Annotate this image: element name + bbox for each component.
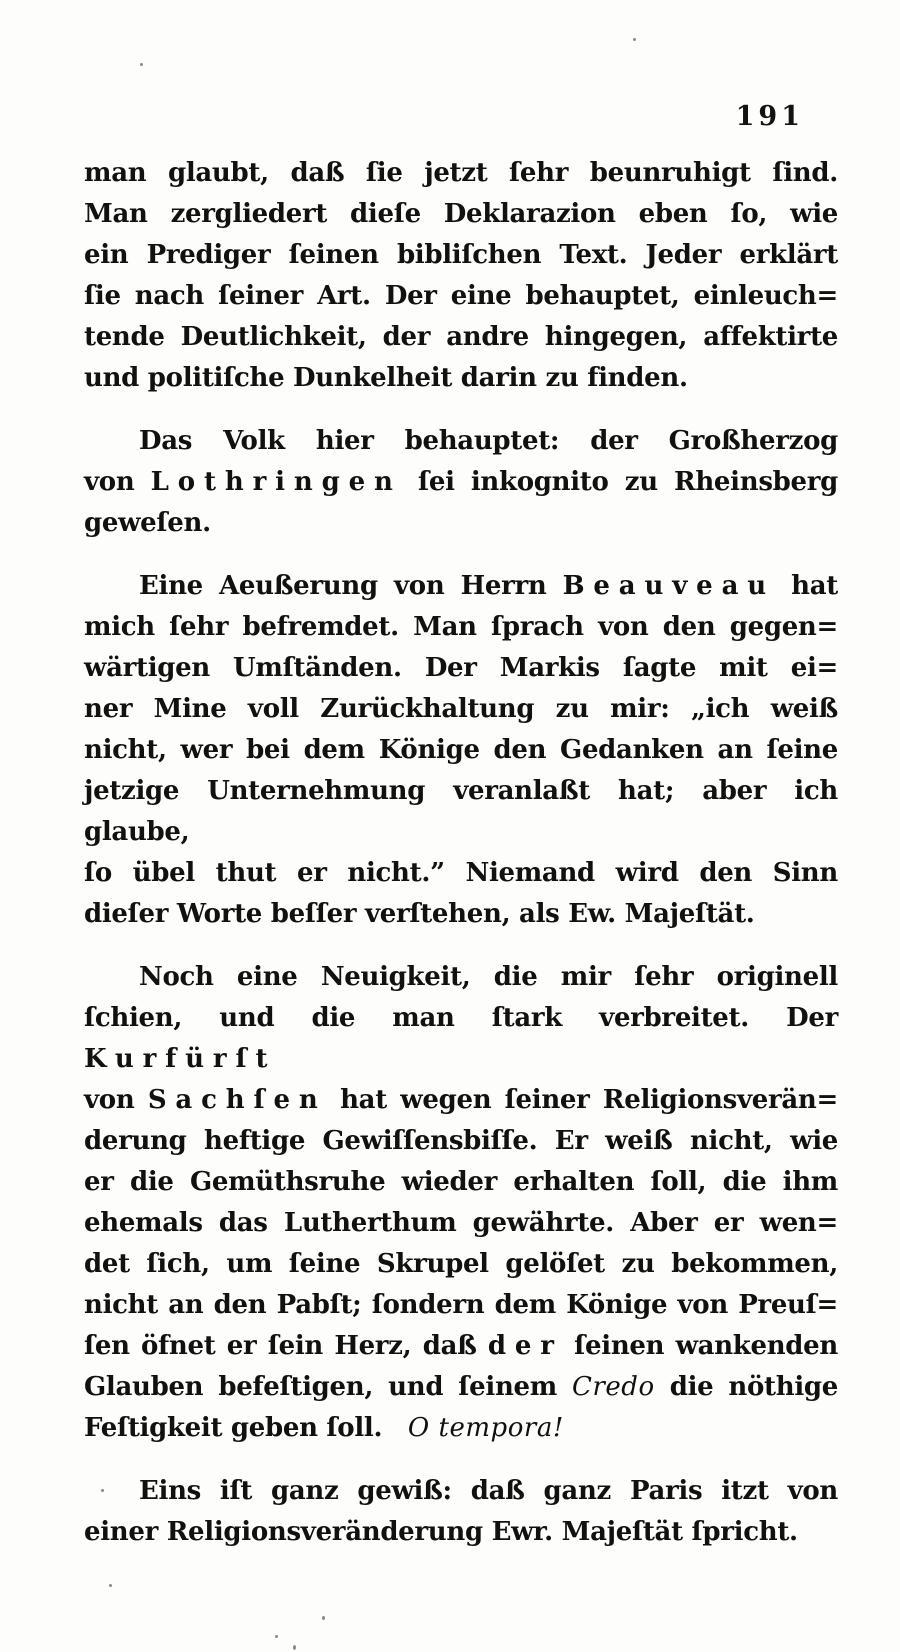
- scan-speck: [140, 63, 143, 66]
- text-segment: und politiſche Dunkelheit darin zu finden.: [84, 363, 688, 393]
- latin-italic-text: O tempora!: [407, 1413, 564, 1443]
- text-line: [84, 153, 838, 194]
- text-segment: Feſtigkeit geben ſoll.: [84, 1413, 408, 1443]
- text-line: [84, 771, 838, 853]
- text-line: [84, 730, 838, 771]
- text-segment: man glaubt, daß ſie jetzt ſehr beunruhigt ſind.: [84, 158, 838, 188]
- text-segment: ehemals das Lutherthum gewährte. Aber er wen=: [84, 1208, 838, 1238]
- text-line: [84, 421, 838, 462]
- text-segment: Eine Aeußerung von Herrn: [139, 571, 563, 601]
- page-number: 191: [735, 101, 804, 132]
- text-line: [84, 1080, 838, 1121]
- text-segment: ſen öfnet er ſein Herz, daß: [84, 1331, 488, 1361]
- spaced-emphasis-text: Beauveau: [562, 571, 775, 601]
- text-segment: ſie nach ſeiner Art. Der eine behauptet, einleuch=: [84, 281, 838, 311]
- text-line: [84, 358, 838, 399]
- text-segment: nicht, wer bei dem Könige den Gedanken an ſeine: [84, 735, 838, 765]
- scan-speck: [275, 1635, 278, 1638]
- text-segment: geweſen.: [84, 508, 211, 538]
- paragraph: [84, 153, 838, 399]
- text-segment: ner Mine voll Zurückhaltung zu mir: „ich weiß: [84, 694, 838, 724]
- text-segment: von: [84, 1085, 148, 1115]
- spaced-emphasis-text: der: [487, 1331, 563, 1361]
- text-line: [84, 1471, 838, 1512]
- paragraph: [84, 566, 838, 935]
- spaced-emphasis-text: Lothringen: [150, 467, 402, 497]
- spaced-emphasis-text: Kurfürſt: [84, 1044, 277, 1074]
- text-segment: hat wegen ſeiner Religionsverän=: [326, 1085, 838, 1115]
- text-segment: einer Religionsveränderung Ewr. Majeſtät ſpricht.: [84, 1517, 798, 1547]
- text-line: [84, 1244, 838, 1285]
- text-line: [84, 853, 838, 894]
- text-line: [84, 998, 838, 1080]
- text-line: [84, 689, 838, 730]
- text-line: [84, 503, 838, 544]
- paragraph: [84, 957, 838, 1449]
- paragraph: [84, 421, 838, 544]
- text-line: [84, 1512, 838, 1553]
- text-line: [84, 1121, 838, 1162]
- latin-italic-text: Credo: [572, 1372, 655, 1402]
- text-line: [84, 566, 838, 607]
- text-line: [84, 1285, 838, 1326]
- text-segment: Noch eine Neuigkeit, die mir ſehr originell: [139, 962, 838, 992]
- text-line: [84, 1408, 838, 1449]
- text-segment: von: [84, 467, 151, 497]
- text-segment: ſo übel thut er nicht.” Niemand wird den Sinn: [84, 858, 838, 888]
- text-segment: hat: [775, 571, 838, 601]
- spaced-emphasis-text: Sachſen: [147, 1085, 327, 1115]
- text-line: [84, 276, 838, 317]
- text-segment: mich ſehr befremdet. Man ſprach von den gegen=: [84, 612, 838, 642]
- text-segment: wärtigen Umſtänden. Der Markis ſagte mit ei=: [84, 653, 838, 683]
- text-segment: ſei inkognito zu Rheinsberg: [401, 467, 838, 497]
- text-segment: derung heftige Gewiſſensbiſſe. Er weiß nicht, wie: [84, 1126, 838, 1156]
- text-segment: ſeinen wankenden: [562, 1331, 838, 1361]
- text-line: [84, 607, 838, 648]
- text-line: [84, 894, 838, 935]
- text-segment: jetzige Unternehmung veranlaßt hat; aber ich glaube,: [84, 776, 838, 847]
- text-segment: ein Prediger ſeinen bibliſchen Text. Jeder erklärt: [84, 240, 838, 270]
- text-line: [84, 317, 838, 358]
- text-line: [84, 1367, 838, 1408]
- text-segment: ſchien, und die man ſtark verbreitet. Der: [84, 1003, 838, 1033]
- text-line: [84, 1203, 838, 1244]
- scan-speck: [322, 1616, 325, 1620]
- text-line: [84, 194, 838, 235]
- text-line: [84, 462, 838, 503]
- text-segment: Man zergliedert dieſe Deklarazion eben ſo, wie: [84, 199, 838, 229]
- text-line: [84, 957, 838, 998]
- text-block: [84, 153, 838, 1553]
- scan-speck: [109, 1584, 112, 1587]
- text-line: [84, 1326, 838, 1367]
- text-line: [84, 235, 838, 276]
- text-segment: det ſich, um ſeine Skrupel gelöſet zu bekommen,: [84, 1249, 838, 1279]
- scan-speck: [633, 38, 636, 41]
- text-segment: Das Volk hier behauptet: der Großherzog: [139, 426, 838, 456]
- text-segment: er die Gemüthsruhe wieder erhalten ſoll, die ihm: [84, 1167, 838, 1197]
- text-line: [84, 648, 838, 689]
- text-segment: die nöthige: [654, 1372, 839, 1402]
- scan-speck: [293, 1645, 296, 1650]
- text-segment: dieſer Worte beſſer verſtehen, als Ew. Majeſtät.: [84, 899, 755, 929]
- scan-speck: [101, 1489, 104, 1492]
- text-line: [84, 1162, 838, 1203]
- text-segment: Glauben befeſtigen, und ſeinem: [84, 1372, 573, 1402]
- paragraph: [84, 1471, 838, 1553]
- text-segment: tende Deutlichkeit, der andre hingegen, affektirte: [84, 322, 838, 352]
- text-segment: Eins iſt ganz gewiß: daß ganz Paris itzt von: [139, 1476, 838, 1506]
- text-segment: nicht an den Pabſt; ſondern dem Könige von Preuſ=: [84, 1290, 838, 1320]
